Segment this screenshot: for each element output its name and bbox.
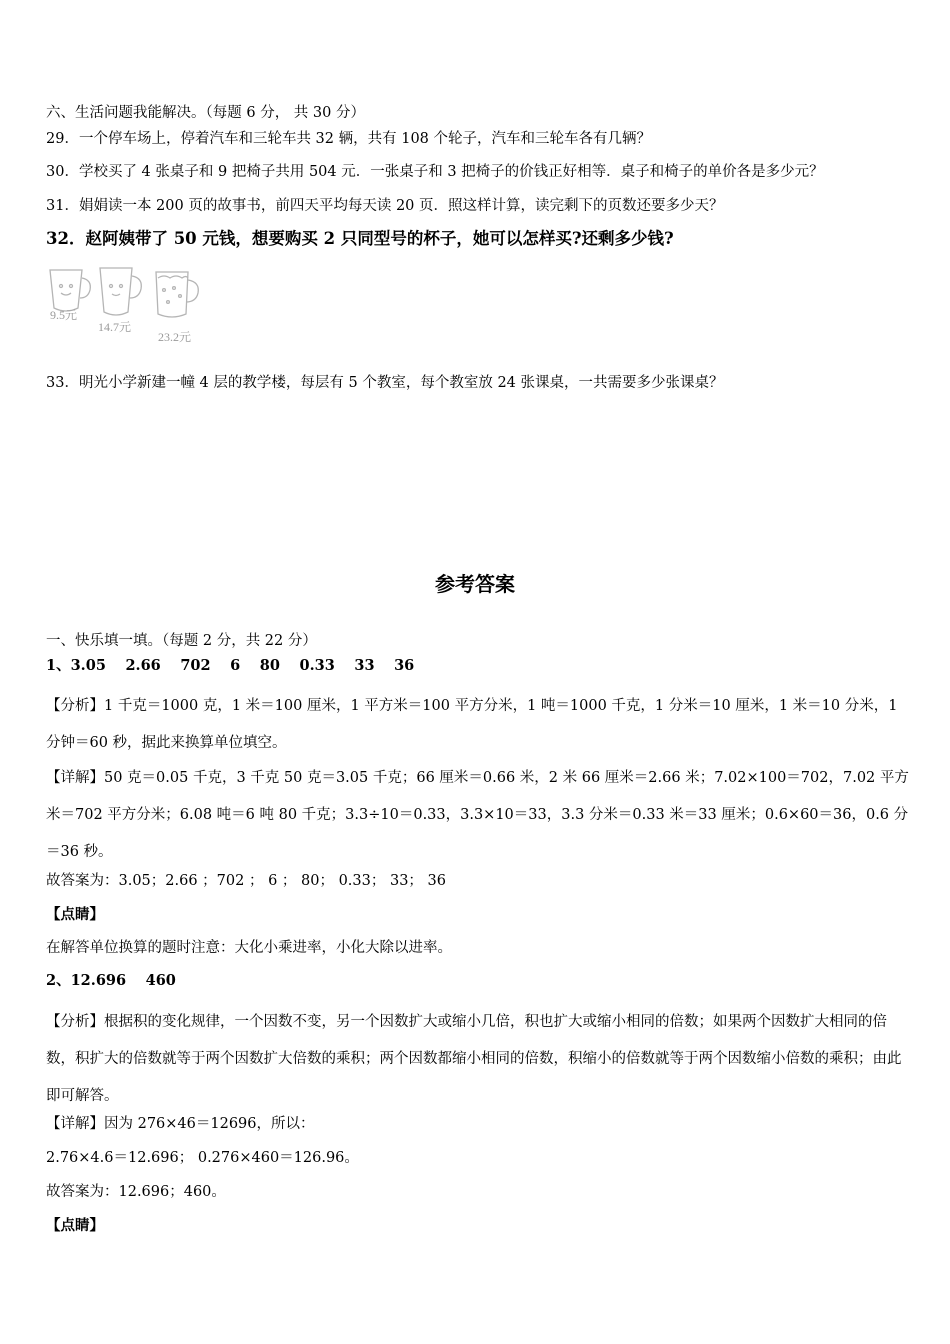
cup-price-2: 14.7元 <box>98 320 132 334</box>
answers-title: 参考答案 <box>435 572 515 596</box>
section-6-heading: 六、生活问题我能解决。（每题 6 分， 共 30 分） <box>46 105 365 121</box>
question-32: 32．赵阿姨带了 50 元钱，想要购买 2 只同型号的杯子，她可以怎样买?还剩多少钱? <box>46 229 674 248</box>
answer-1-note: 在解答单位换算的题时注意：大化小乘进率，小化大除以进率。 <box>46 940 452 956</box>
cup-price-1: 9.5元 <box>50 308 78 322</box>
question-33: 33．明光小学新建一幢 4 层的教学楼，每层有 5 个教室，每个教室放 24 张课桌，一共需要多少张课桌？ <box>46 375 724 391</box>
answer-1-head: 1、3.05 2.66 702 6 80 0.33 33 36 <box>46 657 415 674</box>
answer-2-calc: 2.76×4.6＝12.696； 0.276×460＝126.96。 <box>46 1150 359 1166</box>
answers-section-1-heading: 一、快乐填一填。（每题 2 分，共 22 分） <box>46 633 317 649</box>
answer-1-analysis: 【分析】1 千克＝1000 克，1 米＝100 厘米，1 平方米＝100 平方分米，1 吨＝1000 千克，1 分米＝10 厘米，1 米＝10 分米，1 分钟＝60 秒，据此来换算单位填空。 <box>46 698 898 751</box>
answer-2-head: 2、12.696 460 <box>46 972 176 989</box>
answer-1-detail: 【详解】50 克＝0.05 千克，3 千克 50 克＝3.05 千克；66 厘米＝0.66 米，2 米 66 厘米＝2.66 米；7.02×100＝702，7.02 平方米＝702 平方分米；6.08 吨＝6 吨 80 千克；3.3÷10＝0.33，3.3×10＝33，3.3 分米＝0.33 米＝33 厘米；0.6×60＝36，0.6 分＝36 秒。 <box>46 770 909 860</box>
cups-illustration <box>46 262 216 348</box>
question-30: 30．学校买了 4 张桌子和 9 把椅子共用 504 元．一张桌子和 3 把椅子的价钱正好相等．桌子和椅子的单价各是多少元？ <box>46 164 824 180</box>
answer-2-result: 故答案为：12.696；460。 <box>46 1184 226 1200</box>
answer-2-note-label: 【点睛】 <box>46 1217 104 1234</box>
cup-price-3: 23.2元 <box>158 330 192 344</box>
question-31: 31．娟娟读一本 200 页的故事书，前四天平均每天读 20 页．照这样计算，读完剩下的页数还要多少天？ <box>46 198 724 214</box>
answer-1-result: 故答案为：3.05；2.66 ；702 ； 6 ； 80； 0.33； 33； 36 <box>46 873 446 889</box>
answer-2-analysis: 【分析】根据积的变化规律，一个因数不变，另一个因数扩大或缩小几倍，积也扩大或缩小相同的倍数；如果两个因数扩大相同的倍数，积扩大的倍数就等于两个因数扩大倍数的乘积；两个因数都缩小相同的倍数，积缩小的倍数就等于两个因数缩小倍数的乘积；由此即可解答。 <box>46 1014 902 1104</box>
answer-1-note-label: 【点睛】 <box>46 906 104 923</box>
answer-2-detail: 【详解】因为 276×46＝12696，所以： <box>46 1116 315 1132</box>
question-29: 29．一个停车场上，停着汽车和三轮车共 32 辆，共有 108 个轮子，汽车和三轮车各有几辆？ <box>46 131 652 147</box>
